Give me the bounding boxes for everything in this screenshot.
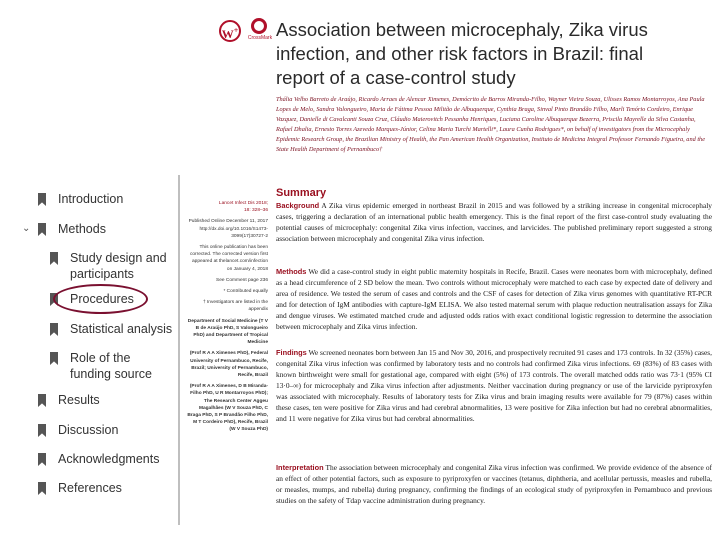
sidebar-item-acknowledgments[interactable]: Acknowledgments: [38, 451, 159, 467]
sidebar-item-results[interactable]: Results: [38, 392, 100, 408]
investigators-note: † Investigators are listed in the appendix: [202, 300, 268, 313]
bookmark-icon: [38, 424, 46, 437]
article-title: Association between microcephaly, Zika virus infection, and other risk factors in Brazil: final report of a case-control study: [276, 19, 648, 88]
summary-background: Background A Zika virus epidemic emerged in northeast Brazil in 2015 and was followed by a striking increase in congenital microcephaly cases, triggering a declaration of an international public health emergency. This is the final report of the first case-control study evaluating the potential causes of microcephaly: congenital Zika virus infection, vaccines, and larvicides. The published preliminary report suggested a strong association between microcephaly and congenital Zika virus infection.: [276, 201, 712, 243]
summary-interpretation: Interpretation The association between microcephaly and congenital Zika virus infection was confirmed. We provide evidence of the absence of an effect of other potential factors, such as exposure to pyriproxyfen or vaccines (tetanus, diphtheria, and acellular pertussis, measles and rubella, or measles, mumps, and rubella) during pregnancy, confirming the findings of an ecological study of pyriproxyfen in Pernambuco and previous studies on the safety of Tdap vaccine administration during pregnancy.: [276, 463, 713, 505]
highlight-circle: [53, 284, 148, 314]
bookmark-icon: [50, 352, 58, 365]
sidebar-item-procedures[interactable]: Procedures: [50, 291, 134, 307]
article-meta: [186, 200, 268, 438]
bookmark-icon: [38, 394, 46, 407]
crossmark-logo[interactable]: CrossMark: [249, 18, 269, 44]
w-plus-logo: W+: [219, 20, 241, 42]
bookmark-icon: [38, 482, 46, 495]
page-range: 18: 328–36: [243, 208, 268, 214]
see-comment-link[interactable]: See Comment page 236: [216, 277, 268, 283]
summary-heading: Summary: [276, 187, 327, 199]
summary-findings: Findings We screened neonates born between Jan 15 and Nov 30, 2016, and prospectively recruited 91 cases and 173 controls. In 32 (35%) cases, congenital Zika virus infection was confirmed by laboratory tests and no controls had confirmed Zika virus infections. 69 (83%) of 83 cases with known birthweight were small for gestational age, compared with eight (5%) of 173 controls. The overall matched odds ratio was 73·1 (95% CI 13·0–∞) for microcephaly and Zika virus infection after adjustments. Neither vaccination during pregnancy or use of the larvicide pyriproxyfen was associated with microcephaly. Results of laboratory tests for Zika virus and brain imaging results were available for 79 (87%) cases within these cases, ten were positive for Zika virus and had cerebral abnormalities, 13 were positive for Zika infection but had no cerebral abnormalities, and 11 were negative for Zika virus but had cerebral abnormalities.: [276, 348, 712, 423]
bookmark-icon: [50, 252, 58, 265]
summary-methods: Methods We did a case-control study in eight public maternity hospitals in Recife, Brazil. Cases were neonates born with microcephaly, defined as a head circumference of 2 SD below the mean. Two controls without microcephaly were matched to each case by expected date of delivery and area of residence. We tested the serum of cases and controls and the CSF of cases for detection of Zika virus genomes with quantitative RT-PCR and for detection of IgM antibodies with capture-IgM ELISA. We also tested maternal serum with plaque reduction neutralisation assays for Zika and dengue viruses. We estimated matched crude and adjusted odds ratios with exact conditional logistic regression to determine the association between microcephaly and Zika virus infection.: [276, 267, 712, 331]
crossmark-icon: [251, 18, 267, 34]
published-online[interactable]: Published Online December 11, 2017 http://dx.doi.org/10.1016/S1473-3099(17)30727-2: [188, 219, 268, 239]
sidebar-item-introduction[interactable]: Introduction: [38, 191, 123, 207]
affiliation-1: Department of Social Medicine (T V B de Araújo PhD, S Valongueiro PhD) and Department of Tropical Medicine: [187, 318, 268, 346]
affiliation-2: (Prof R A A Ximenes PhD), Federal University of Pernambuco, Recife, Brazil; University of Pernambuco, Recife, Brazil: [189, 351, 268, 379]
chevron-down-icon[interactable]: ⌄: [22, 223, 31, 234]
bookmark-icon: [38, 223, 46, 236]
journal-citation: Lancet Infect Dis 2018;: [218, 201, 268, 206]
bookmark-icon: [50, 323, 58, 336]
contributed-note: * Contributed equally: [223, 289, 268, 295]
sidebar-divider: [178, 175, 180, 525]
sidebar-item-study-design[interactable]: Study design and participants: [50, 250, 170, 282]
sidebar-item-role-of-funding[interactable]: Role of the funding source: [50, 350, 160, 382]
bookmark-icon: [38, 193, 46, 206]
affiliation-3: (Prof R A A Ximenes, D B Miranda-Filho PhD, U R Montarroyos PhD); The Research Center Aggeu Magalhães (W V Souza PhD, C Braga PhD, S P Brandão Filho PhD, M T Cordeiro PhD), Recife, Brazil (W V Souza PhD): [187, 384, 268, 433]
sidebar-item-discussion[interactable]: Discussion: [38, 422, 118, 438]
sidebar-item-methods[interactable]: Methods: [38, 221, 106, 237]
correction-note: This online publication has been corrected. The corrected version first appeared at thelancet.com/infection on January 4, 2018: [189, 245, 268, 272]
author-list: Thália Velho Barreto de Araújo, Ricardo Arraes de Alencar Ximenes, Demócrito de Barros Miranda-Filho, Wayner Vieira Souza, Ulisses Ramos Montarroyos, Ana Paula Lopes de Melo, Sandra Valongueiro, Maria de Fátima Pessoa Militão de Albuquerque, Cynthia Braga, Sinval Pinto Brandão Filho, Marli Tenório Cordeiro, Enrique Vazquez, Danielle di Cavalcanti Souza Cruz, Cláudio Maierovitch Pessanha Henriques, Luciana Caroline Albuquerque Bezerra, Priscila Mayrelle da Silva Castanha, Rafael Dhalia, Ernesto Torres Azevedo Marques-Júnior, Celina Maria Turchi Martelli*, Laura Cunha Rodrigues*, on behalf of investigators from the Microcephaly Epidemic Research Group, the Brazilian Ministry of Health, the Pan American Health Organization, Instituto de Medicina Integral Professor Fernando Figueira, and the State Health Department of Pernambuco†: [276, 96, 706, 153]
sidebar-item-references[interactable]: References: [38, 480, 122, 496]
sidebar-item-statistical-analysis[interactable]: Statistical analysis: [50, 321, 172, 337]
bookmark-icon: [38, 453, 46, 466]
